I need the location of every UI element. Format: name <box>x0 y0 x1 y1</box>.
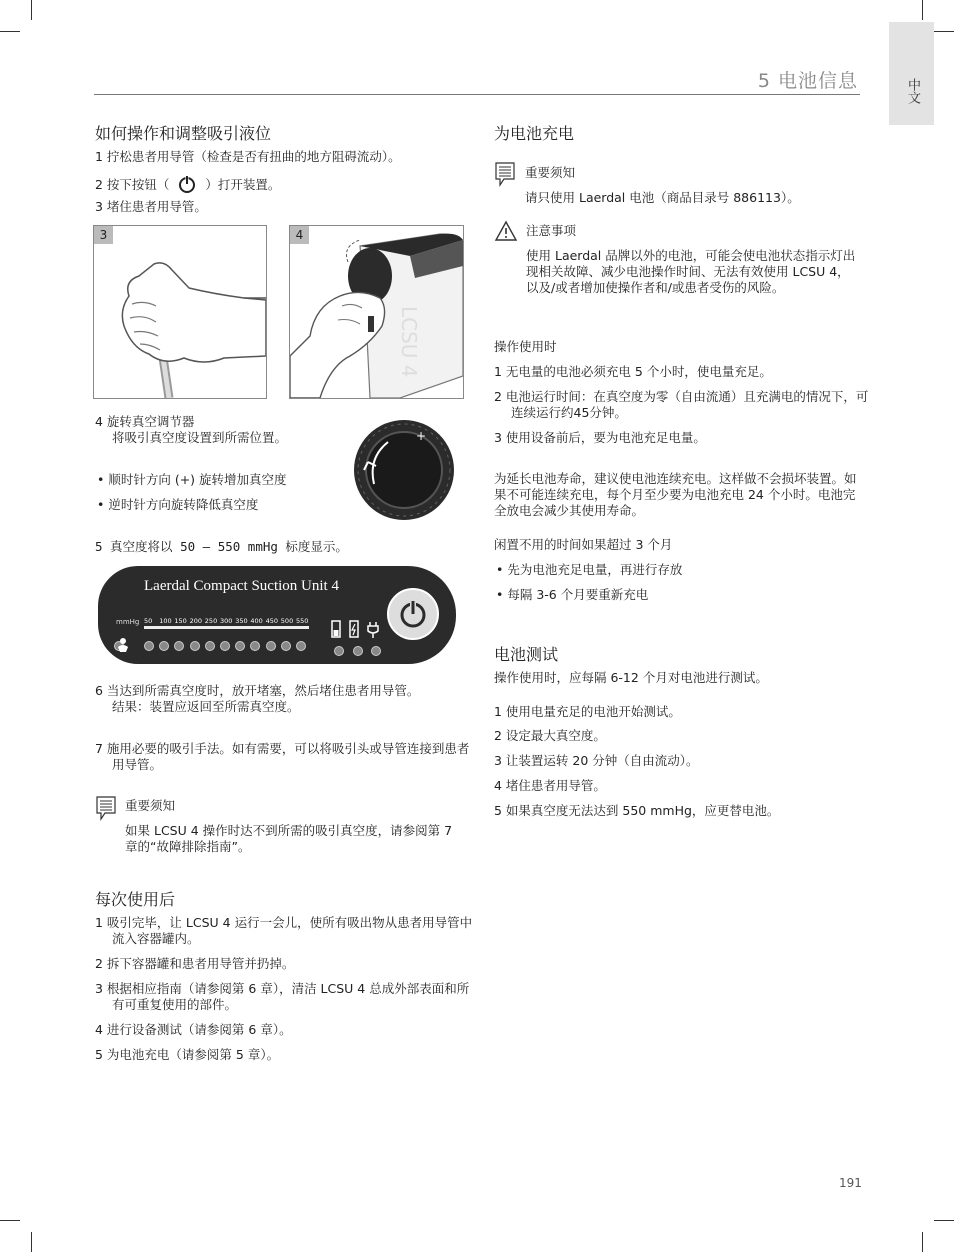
crop-mark <box>31 1232 32 1252</box>
step-5: 5 真空度将以 50 – 550 mmHg 标度显示。 <box>95 539 348 554</box>
caution-title: 注意事项 <box>526 223 577 238</box>
scale-label: 50 <box>144 617 153 625</box>
vacuum-led <box>190 641 200 651</box>
idle-bullet-1: • 先为电池充足电量，再进行存放 <box>496 562 683 577</box>
idle-title: 闲置不用的时间如果超过 3 个月 <box>494 537 673 552</box>
after-step-1: 1 吸引完毕，让 LCSU 4 运行一会儿，使所有吸出物从患者用导管中流入容器罐内。 <box>95 915 473 946</box>
scale-label: 400 <box>250 617 263 625</box>
vacuum-knob-icon <box>352 418 456 522</box>
section-title-charging: 为电池充电 <box>494 124 575 143</box>
header-rule <box>94 94 860 95</box>
idle-bullet-2: • 每隔 3-6 个月要重新充电 <box>496 587 649 602</box>
crop-mark <box>934 1220 954 1221</box>
vacuum-led <box>159 641 169 651</box>
battery-status-icons <box>330 618 386 640</box>
power-icon <box>389 590 437 638</box>
panel-title: Laerdal Compact Suction Unit 4 <box>144 578 339 594</box>
scale-label: 100 <box>159 617 172 625</box>
step-3: 3 堵住患者用导管。 <box>95 199 207 214</box>
test-step-5: 5 如果真空度无法达到 550 mmHg，应更替电池。 <box>494 803 780 818</box>
scale-label: 500 <box>280 617 294 625</box>
step-4-detail: 将吸引真空度设置到所需位置。 <box>112 430 288 445</box>
battery-test-intro: 操作使用时，应每隔 6-12 个月对电池进行测试。 <box>494 670 768 685</box>
power-icon <box>176 174 198 194</box>
use-step-2: 2 电池运行时间：在真空度为零（自由流通）且充满电的情况下，可连续运行约45分钟。 <box>494 389 869 420</box>
scale-label: 300 <box>220 617 233 625</box>
charging-note-title: 重要须知 <box>525 165 576 180</box>
use-step-3: 3 使用设备前后，要为电池充足电量。 <box>494 430 706 445</box>
after-step-2: 2 拆下容器罐和患者用导管并扔掉。 <box>95 956 295 971</box>
panel-unit: mmHg <box>116 618 140 626</box>
test-step-1: 1 使用电量充足的电池开始测试。 <box>494 704 681 719</box>
vacuum-led <box>266 641 276 651</box>
vacuum-led <box>296 641 306 651</box>
crop-mark <box>31 0 32 20</box>
vacuum-led <box>144 641 154 651</box>
bullet-clockwise: • 顺时针方向 (+) 旋转增加真空度 <box>97 472 287 487</box>
test-step-4: 4 堵住患者用导管。 <box>494 778 606 793</box>
section-title-operate: 如何操作和调整吸引液位 <box>95 124 272 143</box>
after-step-5: 5 为电池充电（请参阅第 5 章）。 <box>95 1047 280 1062</box>
battery-life-paragraph: 为延长电池寿命，建议使电池连续充电。这样做不会损坏装置。如果不可能连续充电，每个月至少要为电池充电 24 个小时。电池完全放电会减少其使用寿命。 <box>494 471 857 518</box>
crop-mark <box>922 1232 923 1252</box>
step-6: 6 当达到所需真空度时，放开堵塞，然后堵住患者用导管。 结果：装置应返回至所需真空度。 <box>95 683 460 715</box>
vacuum-led <box>250 641 260 651</box>
step-1: 1 拧松患者用导管（检查是否有扭曲的地方阻碍流动）。 <box>95 149 401 164</box>
vacuum-led <box>235 641 245 651</box>
use-step-1: 1 无电量的电池必须充电 5 个小时，使电量充足。 <box>494 364 772 379</box>
figure-3-pinch-tube <box>93 225 267 399</box>
power-button[interactable] <box>387 588 439 640</box>
figure-label: 3 <box>94 226 113 244</box>
vacuum-led <box>174 641 184 651</box>
scale-label: 450 <box>265 617 279 625</box>
language-tab: 中文 <box>889 22 934 125</box>
bullet-counterclockwise: • 逆时针方向旋转降低真空度 <box>97 497 259 512</box>
vacuum-led <box>281 641 291 651</box>
svg-text:+: + <box>416 429 427 443</box>
caution-text: 使用 Laerdal 品牌以外的电池，可能会使电池状态指示灯出现相关故障、减少电池操作时间、无法有效使用 LCSU 4，以及/或者增加使操作者和/或患者受伤的风险。 <box>526 248 856 295</box>
scale-label: 250 <box>204 617 218 625</box>
note-title: 重要须知 <box>125 798 176 813</box>
scale-bar <box>144 626 309 629</box>
after-step-3: 3 根据相应指南（请参阅第 6 章），清洁 LCSU 4 总成外部表面和所有可重复使用的部件。 <box>95 981 470 1012</box>
note-icon <box>494 161 516 187</box>
step-7: 7 施用必要的吸引手法。如有需要，可以将吸引头或导管连接到患者用导管。 <box>95 741 470 772</box>
test-step-3: 3 让装置运转 20 分钟（自由流动）。 <box>494 753 699 768</box>
step-4: 4 旋转真空调节器 <box>95 414 195 429</box>
scale-label: 350 <box>235 617 248 625</box>
page-number: 191 <box>839 1176 862 1190</box>
crop-mark <box>934 31 954 32</box>
section-title-battery-test: 电池测试 <box>494 645 559 664</box>
test-step-2: 2 设定最大真空度。 <box>494 728 606 743</box>
battery-leds <box>334 646 394 656</box>
crop-mark <box>0 1220 20 1221</box>
step-2: 2 按下按钮（ ）打开装置。 <box>95 174 425 194</box>
step-6-result: 结果：装置应返回至所需真空度。 <box>112 699 300 714</box>
after-step-4: 4 进行设备测试（请参阅第 6 章）。 <box>95 1022 292 1037</box>
control-panel <box>98 566 456 664</box>
figure-4-device <box>289 225 464 399</box>
note-text: 如果 LCSU 4 操作时达不到所需的吸引真空度，请参阅第 7 章的“故障排除指南”。 <box>125 823 453 854</box>
charging-note-text: 请只使用 Laerdal 电池（商品目录号 886113）。 <box>525 190 800 205</box>
use-title: 操作使用时 <box>494 339 557 354</box>
chapter-title: 5 电池信息 <box>757 70 858 92</box>
caution-icon <box>494 220 518 242</box>
section-title-after-use: 每次使用后 <box>95 890 176 909</box>
figure-label: 4 <box>290 226 309 244</box>
crop-mark <box>0 31 20 32</box>
device-illustration <box>290 226 463 398</box>
scale-label: 150 <box>174 617 187 625</box>
vacuum-led <box>205 641 215 651</box>
vacuum-led <box>220 641 230 651</box>
vacuum-leds <box>114 641 324 655</box>
device-label: LCSU 4 <box>397 306 421 378</box>
scale-label: 200 <box>189 617 203 625</box>
scale-label: 550 <box>296 617 309 625</box>
hand-illustration <box>94 226 266 398</box>
note-icon <box>95 795 117 821</box>
infant-icon <box>116 637 130 653</box>
crop-mark <box>922 0 923 20</box>
